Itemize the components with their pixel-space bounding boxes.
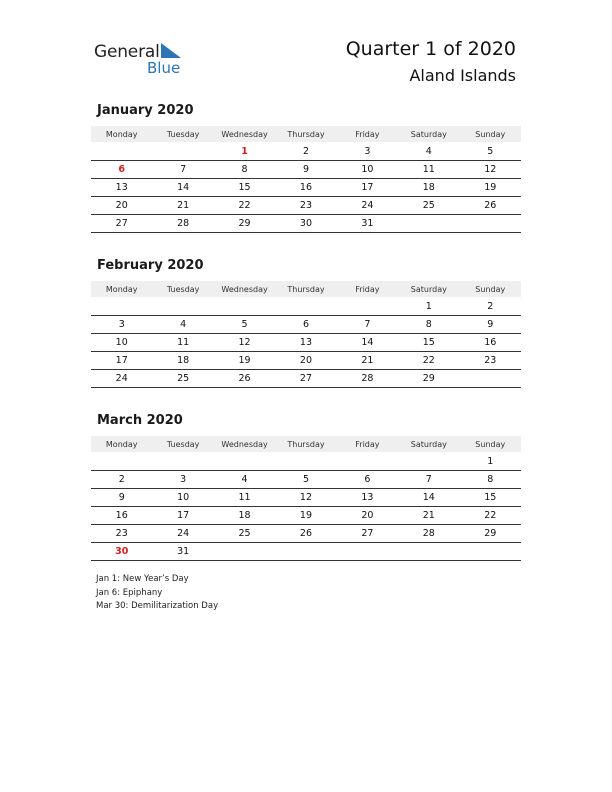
- weekday-header: Monday: [91, 281, 152, 297]
- empty-day-cell: [152, 142, 213, 161]
- week-row: [91, 543, 521, 561]
- day-cell: 18: [214, 507, 275, 525]
- day-cell: 2: [275, 142, 336, 161]
- empty-day-cell: [91, 452, 152, 471]
- day-cell: 15: [214, 179, 275, 197]
- weekday-header: Sunday: [460, 126, 521, 142]
- weekday-header: Wednesday: [214, 436, 275, 452]
- day-cell: 25: [398, 197, 459, 215]
- day-cell: 19: [275, 507, 336, 525]
- holiday-note: Jan 1: New Year’s Day: [96, 574, 189, 584]
- month-title: March 2020: [97, 413, 183, 428]
- weekday-header: Monday: [91, 126, 152, 142]
- weekday-header: Wednesday: [214, 126, 275, 142]
- day-cell: 11: [152, 334, 213, 352]
- weekday-header: Saturday: [398, 126, 459, 142]
- day-cell: 2: [91, 471, 152, 489]
- calendar-table: [91, 281, 521, 388]
- day-cell: 3: [337, 142, 398, 161]
- weekday-header: Monday: [91, 436, 152, 452]
- day-cell: 25: [214, 525, 275, 543]
- empty-day-cell: [275, 452, 336, 471]
- weekday-header: Tuesday: [152, 126, 213, 142]
- calendar-table: [91, 436, 521, 561]
- empty-day-cell: [337, 452, 398, 471]
- day-cell: 9: [460, 316, 521, 334]
- empty-day-cell: [152, 297, 213, 316]
- day-cell: 16: [275, 179, 336, 197]
- day-cell: 16: [91, 507, 152, 525]
- day-cell: 14: [337, 334, 398, 352]
- day-cell: 28: [398, 525, 459, 543]
- day-cell: 21: [398, 507, 459, 525]
- day-cell: 4: [214, 471, 275, 489]
- weekday-header: Friday: [337, 436, 398, 452]
- empty-day-cell: [275, 297, 336, 316]
- day-cell: 27: [337, 525, 398, 543]
- weekday-header: Friday: [337, 281, 398, 297]
- weekday-header: Sunday: [460, 281, 521, 297]
- day-cell: 1: [214, 142, 275, 161]
- day-cell: 19: [460, 179, 521, 197]
- weekday-header-row: [91, 126, 521, 142]
- day-cell: 1: [460, 452, 521, 471]
- week-row: [91, 452, 521, 471]
- day-cell: 7: [152, 161, 213, 179]
- day-cell: 11: [398, 161, 459, 179]
- brand-logo: [94, 42, 194, 78]
- day-cell: 2: [460, 297, 521, 316]
- day-cell: 31: [152, 543, 213, 561]
- day-cell: 17: [91, 352, 152, 370]
- holiday-note: Mar 30: Demilitarization Day: [96, 601, 219, 611]
- day-cell: 9: [275, 161, 336, 179]
- day-cell: 26: [275, 525, 336, 543]
- day-cell: 28: [152, 215, 213, 233]
- day-cell: 13: [337, 489, 398, 507]
- week-row: [91, 197, 521, 215]
- day-cell: 21: [337, 352, 398, 370]
- day-cell: 26: [460, 197, 521, 215]
- day-cell: 17: [152, 507, 213, 525]
- day-cell: 29: [214, 215, 275, 233]
- day-cell: 7: [337, 316, 398, 334]
- day-cell: 14: [398, 489, 459, 507]
- empty-day-cell: [214, 543, 275, 561]
- week-row: [91, 334, 521, 352]
- day-cell: 10: [91, 334, 152, 352]
- page-title: Quarter 1 of 2020: [345, 38, 516, 60]
- empty-day-cell: [91, 142, 152, 161]
- empty-day-cell: [91, 297, 152, 316]
- day-cell: 7: [398, 471, 459, 489]
- day-cell: 22: [460, 507, 521, 525]
- day-cell: 8: [398, 316, 459, 334]
- day-cell: 27: [91, 215, 152, 233]
- day-cell: 5: [214, 316, 275, 334]
- day-cell: 18: [152, 352, 213, 370]
- page-subtitle: Aland Islands: [409, 66, 516, 85]
- empty-day-cell: [214, 452, 275, 471]
- day-cell: 20: [275, 352, 336, 370]
- weekday-header: Thursday: [275, 126, 336, 142]
- empty-day-cell: [275, 543, 336, 561]
- day-cell: 3: [91, 316, 152, 334]
- weekday-header: Saturday: [398, 281, 459, 297]
- day-cell: 21: [152, 197, 213, 215]
- day-cell: 12: [275, 489, 336, 507]
- week-row: [91, 297, 521, 316]
- day-cell: 3: [152, 471, 213, 489]
- day-cell: 20: [91, 197, 152, 215]
- day-cell: 11: [214, 489, 275, 507]
- day-cell: 29: [398, 370, 459, 388]
- empty-day-cell: [337, 543, 398, 561]
- day-cell: 24: [91, 370, 152, 388]
- day-cell: 8: [460, 471, 521, 489]
- empty-day-cell: [337, 297, 398, 316]
- calendar-table: [91, 126, 521, 233]
- week-row: [91, 489, 521, 507]
- day-cell: 25: [152, 370, 213, 388]
- day-cell: 6: [91, 161, 152, 179]
- weekday-header: Thursday: [275, 281, 336, 297]
- day-cell: 15: [460, 489, 521, 507]
- weekday-header: Sunday: [460, 436, 521, 452]
- day-cell: 15: [398, 334, 459, 352]
- day-cell: 28: [337, 370, 398, 388]
- day-cell: 20: [337, 507, 398, 525]
- empty-day-cell: [152, 452, 213, 471]
- day-cell: 22: [214, 197, 275, 215]
- weekday-header: Tuesday: [152, 281, 213, 297]
- day-cell: 6: [275, 316, 336, 334]
- day-cell: 19: [214, 352, 275, 370]
- day-cell: 24: [152, 525, 213, 543]
- day-cell: 16: [460, 334, 521, 352]
- day-cell: 4: [152, 316, 213, 334]
- empty-day-cell: [398, 452, 459, 471]
- day-cell: 5: [275, 471, 336, 489]
- week-row: [91, 525, 521, 543]
- day-cell: 30: [91, 543, 152, 561]
- day-cell: 27: [275, 370, 336, 388]
- day-cell: 8: [214, 161, 275, 179]
- week-row: [91, 352, 521, 370]
- week-row: [91, 161, 521, 179]
- week-row: [91, 370, 521, 388]
- week-row: [91, 179, 521, 197]
- empty-day-cell: [460, 215, 521, 233]
- weekday-header: Friday: [337, 126, 398, 142]
- week-row: [91, 316, 521, 334]
- empty-day-cell: [398, 543, 459, 561]
- empty-day-cell: [460, 370, 521, 388]
- month-january: [91, 102, 521, 233]
- empty-day-cell: [214, 297, 275, 316]
- holiday-notes: [96, 573, 218, 614]
- day-cell: 10: [152, 489, 213, 507]
- day-cell: 22: [398, 352, 459, 370]
- day-cell: 5: [460, 142, 521, 161]
- weekday-header: Wednesday: [214, 281, 275, 297]
- day-cell: 24: [337, 197, 398, 215]
- day-cell: 30: [275, 215, 336, 233]
- weekday-header: Saturday: [398, 436, 459, 452]
- day-cell: 1: [398, 297, 459, 316]
- day-cell: 26: [214, 370, 275, 388]
- day-cell: 23: [275, 197, 336, 215]
- day-cell: 14: [152, 179, 213, 197]
- day-cell: 6: [337, 471, 398, 489]
- month-title: January 2020: [97, 103, 194, 118]
- day-cell: 23: [91, 525, 152, 543]
- week-row: [91, 507, 521, 525]
- logo-text-blue: Blue: [147, 59, 181, 77]
- weekday-header: Thursday: [275, 436, 336, 452]
- week-row: [91, 215, 521, 233]
- day-cell: 23: [460, 352, 521, 370]
- day-cell: 13: [275, 334, 336, 352]
- empty-day-cell: [460, 543, 521, 561]
- week-row: [91, 142, 521, 161]
- day-cell: 29: [460, 525, 521, 543]
- weekday-header-row: [91, 436, 521, 452]
- weekday-header: Tuesday: [152, 436, 213, 452]
- day-cell: 13: [91, 179, 152, 197]
- day-cell: 31: [337, 215, 398, 233]
- day-cell: 12: [460, 161, 521, 179]
- month-february: [91, 257, 521, 388]
- day-cell: 12: [214, 334, 275, 352]
- logo-text-general: General: [94, 42, 160, 62]
- month-march: [91, 412, 521, 561]
- empty-day-cell: [398, 215, 459, 233]
- day-cell: 10: [337, 161, 398, 179]
- day-cell: 4: [398, 142, 459, 161]
- logo-triangle-icon: [160, 43, 182, 59]
- month-title: February 2020: [97, 258, 204, 273]
- weekday-header-row: [91, 281, 521, 297]
- day-cell: 18: [398, 179, 459, 197]
- day-cell: 9: [91, 489, 152, 507]
- week-row: [91, 471, 521, 489]
- day-cell: 17: [337, 179, 398, 197]
- holiday-note: Jan 6: Epiphany: [96, 587, 163, 598]
